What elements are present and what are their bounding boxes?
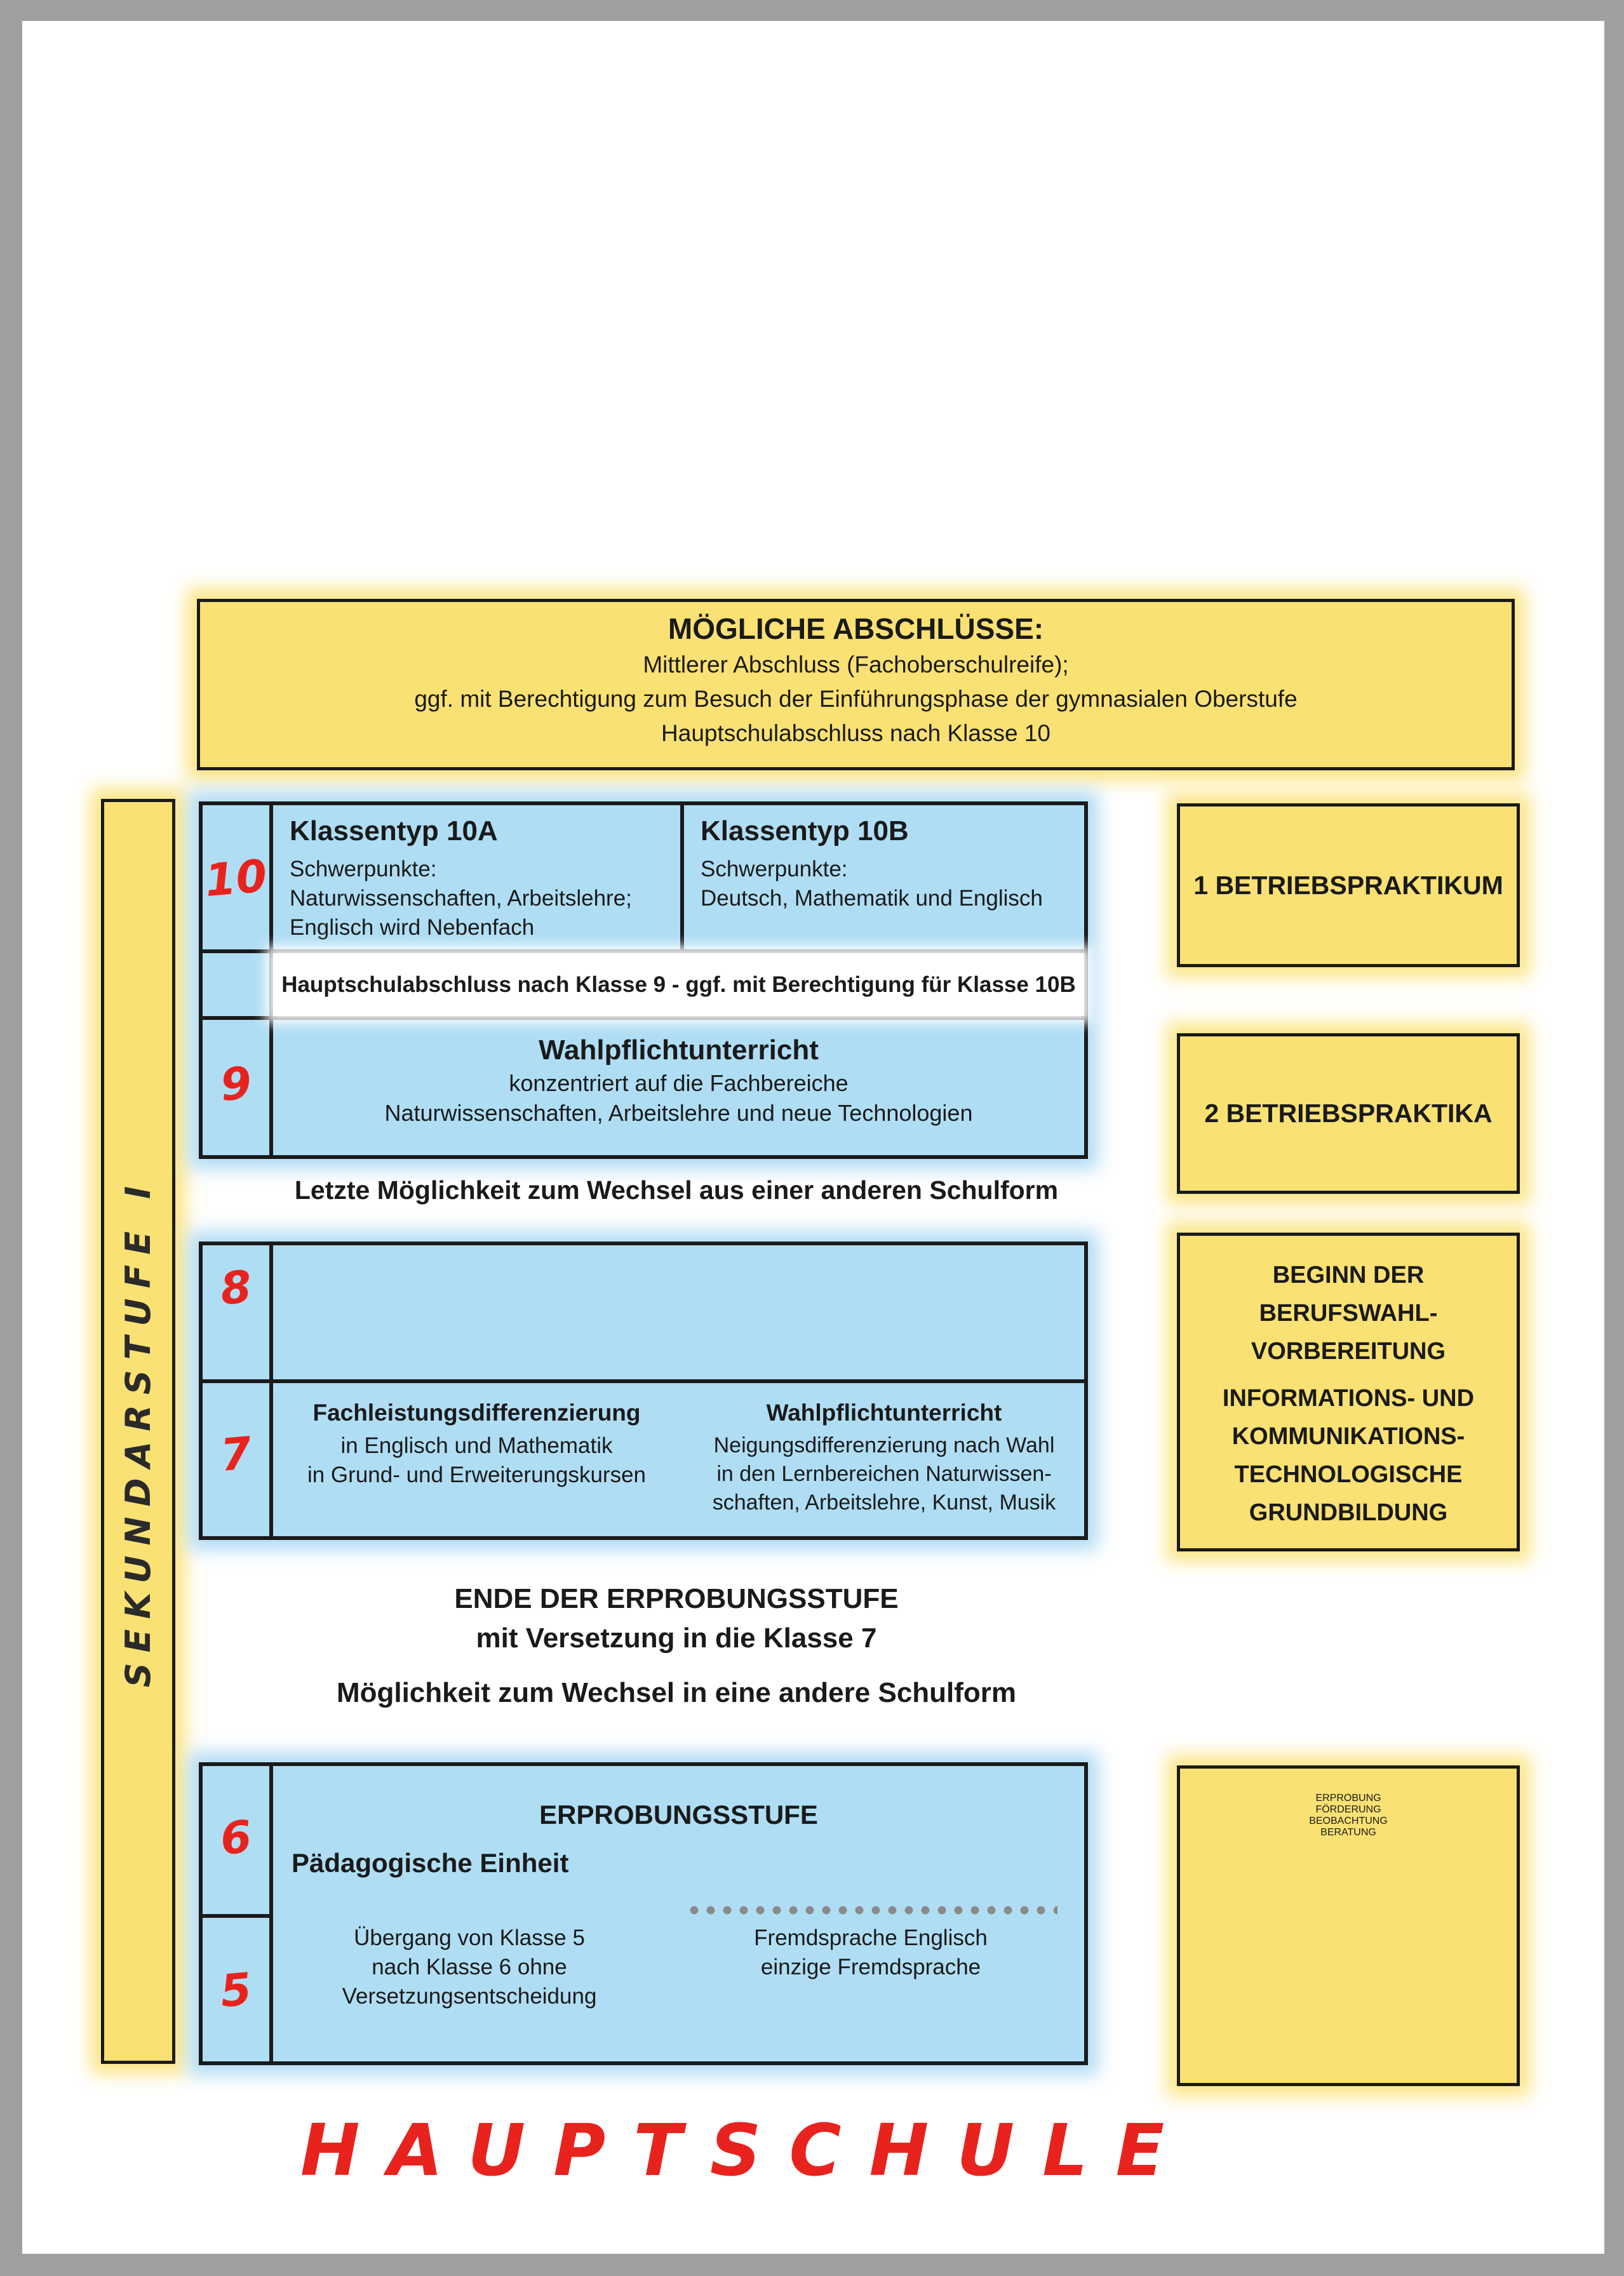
ikg-line: INFORMATIONS- UND — [1222, 1385, 1475, 1412]
betriebspraktika-label: 2 BETRIEBSPRAKTIKA — [1204, 1099, 1493, 1128]
ikg-line: GRUNDBILDUNG — [1249, 1499, 1448, 1526]
footer-title-wrap — [254, 2110, 1238, 2192]
grade-8-number: 8 — [218, 1261, 254, 1315]
grade-7-right-line: schaften, Arbeitslehre, Kunst, Musik — [712, 1490, 1056, 1515]
number-column-row-divider — [203, 1914, 273, 1918]
grade-9-line: konzentriert auf die Fachbereiche — [509, 1070, 849, 1096]
uebergang-line: Versetzungsentscheidung — [342, 1984, 597, 2009]
wechsel-andere-schulform-line: Möglichkeit zum Wechsel in eine andere Schulform — [336, 1677, 1017, 1708]
klassentyp-10b-cell — [684, 805, 1084, 949]
erprobungsstufe-title: ERPROBUNGSSTUFE — [539, 1800, 818, 1830]
berufswahl-box — [1177, 1233, 1520, 1551]
paedagogische-einheit-title: Pädagogische Einheit — [292, 1848, 569, 1878]
erprobungsstufe-notes — [265, 1579, 1087, 1713]
hauptschulabschluss-klasse9-text: Hauptschulabschluss nach Klasse 9 - ggf. mit Berechtigung für Klasse 10B — [281, 972, 1076, 997]
dotted-divider — [689, 1905, 1057, 1915]
grade-10-number: 10 — [203, 849, 269, 907]
grade-6-5-right-cell — [692, 1924, 1050, 1982]
versetzung-klasse7-line: mit Versetzung in die Klasse 7 — [476, 1623, 877, 1654]
ikg-line: KOMMUNIKATIONS- — [1231, 1423, 1465, 1450]
grade-6-5-left-cell — [292, 1924, 647, 2011]
beobachtung-keyword: BEOBACHTUNG — [1309, 1816, 1388, 1826]
betriebspraktikum-box — [1177, 803, 1520, 967]
klassentyp-10a-subtitle: Schwerpunkte: — [290, 857, 437, 881]
uebergang-line: nach Klasse 6 ohne — [372, 1955, 567, 1979]
wahlpflichtunterricht-9-title: Wahlpflichtunterricht — [539, 1034, 819, 1066]
foerderung-keyword: FÖRDERUNG — [1315, 1804, 1381, 1815]
grade-7-left-cell — [273, 1383, 680, 1490]
grade-5-number: 5 — [218, 1963, 254, 2018]
hauptschulabschluss-klasse9-strip — [273, 953, 1084, 1016]
betriebspraktikum-label: 1 BETRIEBSPRAKTIKUM — [1193, 870, 1503, 900]
grade-7-left-line: in Grund- und Erweiterungskursen — [307, 1463, 647, 1487]
wahlpflichtunterricht-7-title: Wahlpflichtunterricht — [766, 1400, 1002, 1426]
abschluesse-title: MÖGLICHE ABSCHLÜSSE: — [668, 612, 1044, 645]
erprobung-keyword: ERPROBUNG — [1315, 1793, 1381, 1804]
klassentyp-10a-line: Naturwissenschaften, Arbeitslehre; — [290, 886, 632, 911]
grade-7-right-cell — [684, 1383, 1084, 1517]
berufswahl-line: VORBEREITUNG — [1251, 1338, 1446, 1365]
abschluesse-box — [197, 599, 1515, 770]
berufswahl-line: BERUFSWAHL- — [1259, 1300, 1438, 1327]
klassentyp-10b-title: Klassentyp 10B — [701, 815, 909, 847]
grade-8-7-container — [199, 1242, 1088, 1540]
klassentyp-10a-title: Klassentyp 10A — [290, 815, 498, 847]
hauptschule-title: HAUPTSCHULE — [300, 2110, 1193, 2192]
wechsel-note-grade9: Letzte Möglichkeit zum Wechsel aus einer anderen Schulform — [294, 1175, 1059, 1205]
abschluesse-line: ggf. mit Berechtigung zum Besuch der Einführungsphase der gymnasialen Oberstufe — [414, 686, 1298, 712]
fachleistungsdifferenzierung-title: Fachleistungsdifferenzierung — [312, 1400, 641, 1426]
beratung-keyword: BERATUNG — [1320, 1827, 1376, 1838]
klassentyp-10a-cell — [273, 805, 680, 949]
abschluesse-line: Mittlerer Abschluss (Fachoberschulreife); — [643, 652, 1069, 678]
grade-9-cell — [273, 1020, 1084, 1155]
grade-7-number: 7 — [218, 1427, 254, 1482]
berufswahl-line: BEGINN DER — [1272, 1262, 1425, 1289]
betriebspraktika-box — [1177, 1033, 1520, 1194]
abschluesse-line: Hauptschulabschluss nach Klasse 10 — [661, 720, 1050, 746]
klassentyp-10b-subtitle: Schwerpunkte: — [701, 857, 848, 881]
ikg-line: TECHNOLOGISCHE — [1234, 1461, 1463, 1488]
grade-7-right-line: Neigungsdifferenzierung nach Wahl — [713, 1433, 1055, 1457]
sekundarstufe-bar — [101, 799, 175, 2064]
grade-6-5-container — [199, 1762, 1088, 2065]
grade-7-left-line: in Englisch und Mathematik — [340, 1433, 613, 1458]
grade-9-number: 9 — [218, 1057, 254, 1111]
grade-9-line: Naturwissenschaften, Arbeitslehre und neue Technologien — [384, 1100, 973, 1126]
uebergang-line: Übergang von Klasse 5 — [354, 1925, 585, 1950]
fremdsprache-line: einzige Fremdsprache — [760, 1955, 981, 1979]
grade-10-9-container — [199, 801, 1088, 1159]
erprobung-foerderung-box — [1177, 1765, 1520, 2086]
ende-erprobungsstufe-line: ENDE DER ERPROBUNGSSTUFE — [454, 1583, 899, 1614]
klassentyp-10b-line: Deutsch, Mathematik und Englisch — [701, 886, 1043, 911]
fremdsprache-line: Fremdsprache Englisch — [754, 1925, 988, 1950]
grade-6-number: 6 — [218, 1811, 254, 1865]
sekundarstufe-label: SEKUNDARSTUFE I — [118, 1175, 158, 1687]
klassentyp-10a-line: Englisch wird Nebenfach — [290, 915, 535, 940]
grade-7-right-line: in den Lernbereichen Naturwissen- — [716, 1462, 1052, 1486]
